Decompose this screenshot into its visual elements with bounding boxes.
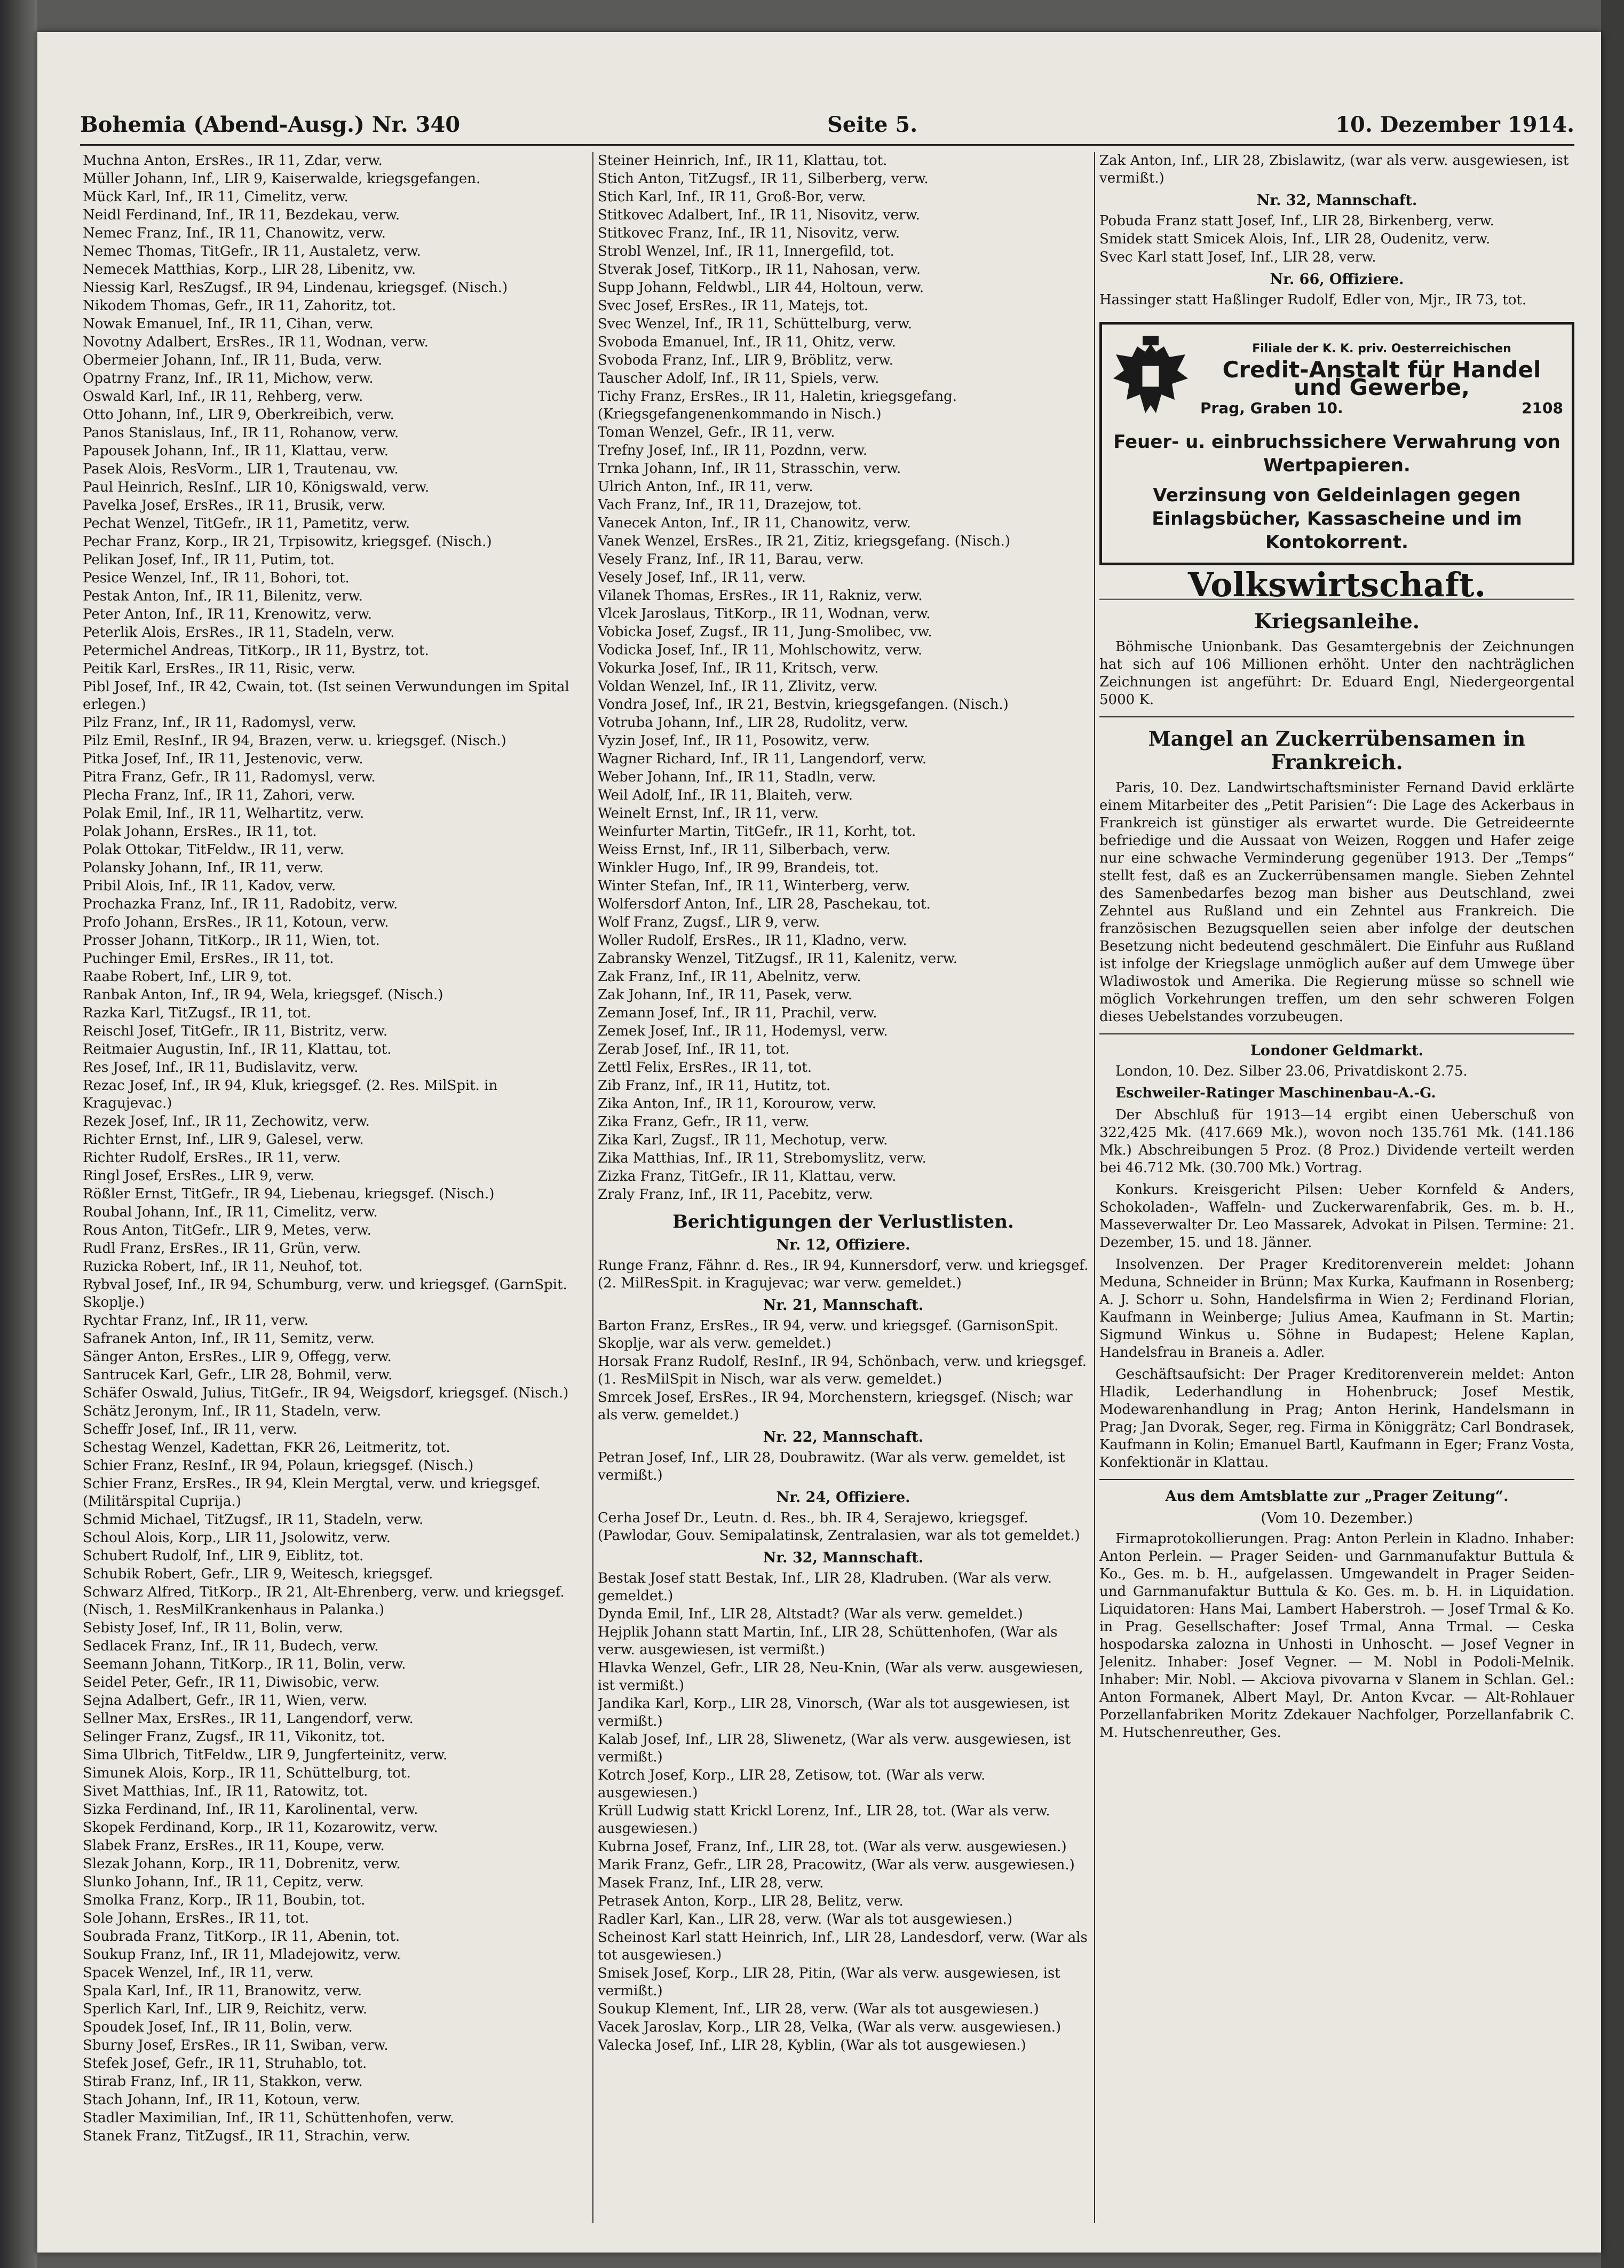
gazette-text: Firmaprotokollierungen. Prag: Anton Perlein in Kladno. Inhaber: Anton Perlein. — Prager Seiden- und Garnmanufaktur Buttula & Ko., Ges. m. b. H., aufgelassen. Umgewandelt in Prager Seiden- und Garnmanufaktur Buttula & Ko. Ges. m. b. H. in Liquidation. Liquidatoren: Hans Mai, Lambert Haberstroh. — Josef Trmal & Ko. in Prag. Gesellschafter: Josef Trmal, Anna Trmal. — Ceska hospodarska zalozna in Unhosti in Unhoscht. — Josef Vegner in Jelenitz. Inhaber: Josef Vegner. — M. Nobl in Podoli-Melnik. Inhaber: Mir. Nobl. — Akciova pivovarna v Slanem in Schlan. Gel.: Anton Formanek, Albert Mayl, Dr. Anton Kvcar. — Alt-Rohlauer Porzellanfabriken Moritz Zdekauer Nachfolger, Porzellanfabrik C. M. Hutschenreuther, Ges.: [1099, 1531, 1574, 1741]
list-item: Svoboda Franz, Inf., LIR 9, Bröblitz, verw.: [598, 352, 893, 368]
nr32-list: [1099, 212, 1574, 266]
list-item: Vesely Franz, Inf., IR 11, Barau, verw.: [598, 551, 864, 567]
list-item: Toman Wenzel, Gefr., IR 11, verw.: [598, 424, 835, 440]
list-item: Prosser Johann, TitKorp., IR 11, Wien, tot.: [83, 933, 380, 949]
list-item: Smrcek Josef, ErsRes., IR 94, Morchenstern, kriegsgef. (Nisch; war als verw. gemeldet.): [598, 1389, 1073, 1423]
list-item: Peter Anton, Inf., IR 11, Krenowitz, verw.: [83, 606, 373, 622]
list-item: Razka Karl, TitZugsf., IR 11, tot.: [83, 1005, 312, 1021]
list-item: Schmid Michael, TitZugsf., IR 11, Stadeln, verw.: [83, 1512, 424, 1528]
list-item: Stitkovec Franz, Inf., IR 11, Nisovitz, verw.: [598, 225, 900, 241]
list-item: Sejna Adalbert, Gefr., IR 11, Wien, verw.: [83, 1693, 368, 1709]
ad-body-1: Feuer- u. einbruchssichere Verwahrung von Wertpapieren.: [1113, 431, 1560, 476]
ad-line-1: Filiale der K. K. priv. Oesterreichischen: [1252, 342, 1511, 355]
list-item: Weinelt Ernst, Inf., IR 11, verw.: [598, 805, 819, 821]
list-item: Pechar Franz, Korp., IR 21, Trpisowitz, kriegsgef. (Nisch.): [83, 534, 492, 550]
eschweiler-heading: Eschweiler-Ratinger Maschinenbau-A.-G.: [1115, 1085, 1436, 1101]
list-item: Marik Franz, Gefr., LIR 28, Pracowitz, (War als verw. ausgewiesen.): [598, 1857, 1075, 1873]
ad-bank-name: Credit-Anstalt für Handel und Gewerbe,: [1222, 357, 1541, 400]
list-item: Stadler Maximilian, Inf., IR 11, Schüttenhofen, verw.: [83, 2110, 455, 2126]
list-item: Hassinger statt Haßlinger Rudolf, Edler von, Mjr., IR 73, tot.: [1099, 292, 1527, 308]
list-item: Weiss Ernst, Inf., IR 11, Silberbach, verw.: [598, 842, 891, 858]
list-item: Polak Ottokar, TitFeldw., IR 11, verw.: [83, 842, 344, 858]
list-item: Slezak Johann, Korp., IR 11, Dobrenitz, verw.: [83, 1856, 401, 1872]
list-item: Papousek Johann, Inf., IR 11, Klattau, verw.: [83, 443, 389, 459]
sugar-heading: Mangel an Zuckerrübensamen in Frankreich.: [1148, 726, 1526, 774]
list-item: Rychtar Franz, Inf., IR 11, verw.: [83, 1313, 308, 1329]
page-number: Seite 5.: [827, 112, 918, 137]
list-item: Nemec Thomas, TitGefr., IR 11, Austaletz, verw.: [83, 243, 421, 259]
list-item: Raabe Robert, Inf., LIR 9, tot.: [83, 969, 292, 985]
list-item: Sänger Anton, ErsRes., LIR 9, Offegg, verw.: [83, 1349, 392, 1365]
list-item: Vach Franz, Inf., IR 11, Drazejow, tot.: [598, 497, 862, 513]
list-item: Spala Karl, Inf., IR 11, Branowitz, verw.: [83, 1983, 362, 1999]
list-item: Panos Stanislaus, Inf., IR 11, Rohanow, verw.: [83, 425, 399, 441]
list-item: Niessig Karl, ResZugsf., IR 94, Lindenau, kriegsgef. (Nisch.): [83, 280, 508, 296]
list-item: Voldan Wenzel, Inf., IR 11, Zlivitz, verw.: [598, 678, 878, 694]
ad-body-2: Verzinsung von Geldeinlagen gegen Einlagsbücher, Kassascheine und im Kontokorrent.: [1152, 485, 1522, 553]
list-item: Vilanek Thomas, ErsRes., IR 11, Rakniz, verw.: [598, 588, 923, 604]
list-item: Ruzicka Robert, Inf., IR 11, Neuhof, tot.: [83, 1259, 363, 1275]
list-item: Rößler Ernst, TitGefr., IR 94, Liebenau, kriegsgef. (Nisch.): [83, 1186, 495, 1202]
list-item: Trefny Josef, Inf., IR 11, Pozdnn, verw.: [598, 442, 868, 459]
list-item: Tichy Franz, ErsRes., IR 11, Haletin, kriegsgefang. (Kriegsgefangenenkommando in Nisch.): [598, 389, 957, 422]
list-item: Pilz Franz, Inf., IR 11, Radomysl, verw.: [83, 715, 357, 731]
gazette-date: (Vom 10. Dezember.): [1261, 1510, 1413, 1527]
list-item: Pestak Anton, Inf., IR 11, Bilenitz, verw.: [83, 588, 363, 604]
list-item: Slabek Franz, ErsRes., IR 11, Koupe, verw.: [83, 1838, 385, 1854]
list-item: Zemek Josef, Inf., IR 11, Hodemysl, verw.: [598, 1023, 888, 1039]
list-item: Paul Heinrich, ResInf., LIR 10, Königswald, verw.: [83, 479, 430, 495]
list-item: Strobl Wenzel, Inf., IR 11, Innergefild, tot.: [598, 243, 894, 259]
list-item: Polak Emil, Inf., IR 11, Welhartitz, verw.: [83, 805, 365, 821]
list-item: Plecha Franz, Inf., IR 11, Zahori, verw.: [83, 787, 355, 803]
list-item: Valecka Josef, Inf., LIR 28, Kyblin, (War als tot ausgewiesen.): [598, 2037, 1026, 2053]
list-item: Vacek Jaroslav, Korp., LIR 28, Velka, (War als verw. ausgewiesen.): [598, 2019, 1061, 2035]
list-item: Sperlich Karl, Inf., LIR 9, Reichitz, verw.: [83, 2001, 368, 2017]
list-item: Safranek Anton, Inf., IR 11, Semitz, verw.: [83, 1331, 375, 1347]
list-item: Smolka Franz, Korp., IR 11, Boubin, tot.: [83, 1892, 366, 1908]
list-item: Stach Johann, Inf., IR 11, Kotoun, verw.: [83, 2092, 361, 2108]
economy-title: Volkswirtschaft.: [1099, 576, 1574, 600]
list-item: Vesely Josef, Inf., IR 11, verw.: [598, 570, 806, 586]
list-item: Schubik Robert, Gefr., LIR 9, Weitesch, kriegsgef.: [83, 1566, 433, 1582]
list-item: Svec Josef, ErsRes., IR 11, Matejs, tot.: [598, 298, 869, 314]
list-item: Profo Johann, ErsRes., IR 11, Kotoun, verw.: [83, 914, 389, 930]
list-item: Ringl Josef, ErsRes., LIR 9, verw.: [83, 1168, 315, 1184]
list-item: Masek Franz, Inf., LIR 28, verw.: [598, 1875, 824, 1891]
list-item: Schätz Jeronym, Inf., IR 11, Stadeln, verw.: [83, 1403, 382, 1419]
column-rule: [1094, 152, 1095, 2223]
nr32-heading: Nr. 32, Mannschaft.: [1256, 192, 1417, 209]
list-item: Ulrich Anton, Inf., IR 11, verw.: [598, 479, 813, 495]
list-item: Neidl Ferdinand, Inf., IR 11, Bezdekau, verw.: [83, 207, 400, 223]
divider: [1099, 716, 1574, 717]
list-item: Seemann Johann, TitKorp., IR 11, Bolin, verw.: [83, 1656, 406, 1672]
scan-right-edge: [1601, 0, 1624, 2268]
list-item: Stitkovec Adalbert, Inf., IR 11, Nisovitz, verw.: [598, 207, 920, 223]
corrections-section-heading: Nr. 32, Mannschaft.: [763, 1550, 924, 1566]
casualty-column-2: [598, 152, 1089, 2234]
supervision-text: Geschäftsaufsicht: Der Prager Kreditorenverein meldet: Anton Hladik, Lederhandlung in Hohenbruck; Josef Mestik, Modewarenhandlung in Prag; Anton Herink, Handelsmann in Prag; Jan Dvorak, Seger, reg. Firma in Königgrätz; Carl Bondrasek, Kaufmann in Kolin; Emanuel Bartl, Kaufmann in Eger; Franz Vosta, Konfektionär in Klattau.: [1099, 1366, 1574, 1471]
list-item: Stirab Franz, Inf., IR 11, Stakkon, verw.: [83, 2074, 363, 2090]
list-item: Rybval Josef, Inf., IR 94, Schumburg, verw. und kriegsgef. (GarnSpit. Skoplje.): [83, 1277, 567, 1310]
double-eagle-icon: [1111, 333, 1191, 424]
list-item: Vyzin Josef, Inf., IR 11, Posowitz, verw.: [598, 733, 870, 749]
divider: [1099, 1479, 1574, 1480]
list-item: Schier Franz, ResInf., IR 94, Polaun, kriegsgef. (Nisch.): [83, 1458, 474, 1474]
list-item: Seidel Peter, Gefr., IR 11, Diwisobic, verw.: [83, 1674, 380, 1690]
list-item: Pitra Franz, Gefr., IR 11, Radomysl, verw.: [83, 769, 376, 785]
list-item: Weber Johann, Inf., IR 11, Stadln, verw.: [598, 769, 876, 785]
casualty-column-1: [83, 152, 587, 2234]
list-item: Müller Johann, Inf., LIR 9, Kaiserwalde, kriegsgefangen.: [83, 171, 481, 187]
list-item: Sivet Matthias, Inf., IR 11, Ratowitz, tot.: [83, 1783, 368, 1799]
list-item: Barton Franz, ErsRes., IR 94, verw. und kriegsgef. (GarnisonSpit. Skoplje, war als verw. gemeldet.): [598, 1318, 1059, 1352]
list-item: Sima Ulbrich, TitFeldw., LIR 9, Jungferteinitz, verw.: [83, 1747, 448, 1763]
list-item: Wagner Richard, Inf., IR 11, Langendorf, verw.: [598, 751, 927, 767]
list-item: Richter Ernst, Inf., LIR 9, Galesel, verw.: [83, 1132, 364, 1148]
list-item: Slunko Johann, Inf., IR 11, Cepitz, verw.: [83, 1874, 364, 1890]
list-item: Petran Josef, Inf., LIR 28, Doubrawitz. (War als verw. gemeldet, ist vermißt.): [598, 1450, 1065, 1483]
list-item: Stanek Franz, TitZugsf., IR 11, Strachin, verw.: [83, 2128, 410, 2144]
list-item: Nowak Emanuel, Inf., IR 11, Cihan, verw.: [83, 316, 374, 332]
list-item: Vodicka Josef, Inf., IR 11, Mohlschowitz, verw.: [598, 642, 923, 658]
list-item: Prochazka Franz, Inf., IR 11, Radobitz, verw.: [83, 896, 398, 912]
list-item: Oswald Karl, Inf., IR 11, Rehberg, verw.: [83, 389, 363, 405]
list-item: Hlavka Wenzel, Gefr., LIR 28, Neu-Knin, (War als verw. ausgewiesen, ist vermißt.): [598, 1660, 1083, 1694]
list-item: Pibl Josef, Inf., IR 42, Cwain, tot. (Ist seinen Verwundungen im Spital erlegen.): [83, 679, 569, 713]
list-item: Zettl Felix, ErsRes., IR 11, tot.: [598, 1060, 812, 1076]
list-item: Trnka Johann, Inf., IR 11, Strasschin, verw.: [598, 461, 901, 477]
list-item: Petrasek Anton, Korp., LIR 28, Belitz, verw.: [598, 1893, 904, 1909]
list-item: Winter Stefan, Inf., IR 11, Winterberg, verw.: [598, 878, 910, 894]
list-item: Pechat Wenzel, TitGefr., IR 11, Pametitz, verw.: [83, 516, 410, 532]
konkurs-text: Konkurs. Kreisgericht Pilsen: Ueber Kornfeld & Anders, Schokoladen-, Waffeln- und Zuckerwarenfabrik, Ges. m. b. H., Masseverwalter Dr. Leo Massarek, Advokat in Pilsen. Termine: 21. Dezember, 15. und 18. Jänner.: [1099, 1182, 1574, 1251]
list-item: Obermeier Johann, Inf., IR 11, Buda, verw.: [83, 352, 383, 368]
list-item: Schubert Rudolf, Inf., LIR 9, Eiblitz, tot.: [83, 1548, 364, 1564]
list-item: Zak Franz, Inf., IR 11, Abelnitz, verw.: [598, 969, 861, 985]
list-item: Soukup Franz, Inf., IR 11, Mladejowitz, verw.: [83, 1947, 401, 1963]
list-item: Runge Franz, Fähnr. d. Res., IR 94, Kunnersdorf, verw. und kriegsgef. (2. MilResSpit. in Kragujevac; war verw. gemeldet.): [598, 1258, 1089, 1291]
list-item: Novotny Adalbert, ErsRes., IR 11, Wodnan, verw.: [83, 334, 429, 350]
list-item: Stich Karl, Inf., IR 11, Groß-Bor, verw.: [598, 189, 866, 205]
list-item: Otto Johann, Inf., LIR 9, Oberkreibich, verw.: [83, 407, 394, 423]
list-item: Svec Wenzel, Inf., IR 11, Schüttelburg, verw.: [598, 316, 912, 332]
list-item: Kalab Josef, Inf., LIR 28, Sliwenetz, (War als verw. ausgewiesen, ist vermißt.): [598, 1732, 1071, 1765]
corrections-section-heading: Nr. 21, Mannschaft.: [763, 1297, 924, 1314]
list-item: Zemann Josef, Inf., IR 11, Prachil, verw.: [598, 1005, 877, 1021]
corrections-section-heading: Nr. 12, Offiziere.: [776, 1237, 910, 1253]
list-item: Ranbak Anton, Inf., IR 94, Wela, kriegsgef. (Nisch.): [83, 987, 443, 1003]
list-item: Nemecek Matthias, Korp., LIR 28, Libenitz, vw.: [83, 262, 416, 278]
list-item: Horsak Franz Rudolf, ResInf., IR 94, Schönbach, verw. und kriegsgef. (1. ResMilSpit in Nisch, war als verw. gemeldet.): [598, 1354, 1087, 1387]
list-item: Tauscher Adolf, Inf., IR 11, Spiels, verw.: [598, 370, 880, 386]
column-rule: [592, 152, 593, 2223]
list-item: Mück Karl, Inf., IR 11, Cimelitz, verw.: [83, 189, 348, 205]
list-item: Stich Anton, TitZugsf., IR 11, Silberberg, verw.: [598, 171, 929, 187]
list-item: Schoul Alois, Korp., LIR 11, Jsolowitz, verw.: [83, 1530, 391, 1546]
list-item: Sburny Josef, ErsRes., IR 11, Swiban, verw.: [83, 2037, 389, 2053]
list-item: Zika Matthias, Inf., IR 11, Strebomyslitz, verw.: [598, 1150, 926, 1166]
list-item: Svec Karl statt Josef, Inf., LIR 28, verw.: [1099, 249, 1376, 265]
list-item: Scheffr Josef, Inf., IR 11, verw.: [83, 1421, 297, 1437]
ad-number: 2108: [1522, 399, 1563, 417]
ad-address-row: [1200, 399, 1563, 417]
war-loan-text: Böhmische Unionbank. Das Gesamtergebnis der Zeichnungen hat sich auf 106 Millionen erhöht. Unter den nachträglichen Zeichnungen ist angeführt: Dr. Eduard Engl, Niedergeorgental 5000 K.: [1099, 639, 1574, 708]
list-item: Scheinost Karl statt Heinrich, Inf., LIR 28, Landesdorf, verw. (War als tot ausgewiesen.): [598, 1930, 1088, 1963]
list-item: Schwarz Alfred, TitKorp., IR 21, Alt-Ehrenberg, verw. und kriegsgef. (Nisch, 1. ResMilKrankenhaus in Palanka.): [83, 1584, 565, 1618]
list-item: Rezek Josef, Inf., IR 11, Zechowitz, verw.: [83, 1113, 370, 1129]
list-item: Roubal Johann, Inf., IR 11, Cimelitz, verw.: [83, 1204, 378, 1220]
nr66-heading: Nr. 66, Offiziere.: [1270, 271, 1404, 288]
corrections-continued: [1099, 152, 1574, 187]
list-item: Simunek Alois, Korp., IR 11, Schüttelburg, tot.: [83, 1765, 411, 1781]
list-item: Schestag Wenzel, Kadettan, FKR 26, Leitmeritz, tot.: [83, 1440, 450, 1456]
corrections-section-heading: Nr. 22, Mannschaft.: [763, 1429, 924, 1445]
nr66-list: [1099, 291, 1574, 309]
list-item: Spacek Wenzel, Inf., IR 11, verw.: [83, 1965, 314, 1981]
list-item: Steiner Heinrich, Inf., IR 11, Klattau, tot.: [598, 153, 888, 169]
masthead-issue: Bohemia (Abend-Ausg.) Nr. 340: [80, 112, 461, 137]
divider: [1099, 1033, 1574, 1034]
list-item: Nemec Franz, Inf., IR 11, Chanowitz, verw.: [83, 225, 386, 241]
list-item: Pelikan Josef, Inf., IR 11, Putim, tot.: [83, 552, 335, 568]
list-item: Res Josef, Inf., IR 11, Budislavitz, verw.: [83, 1060, 359, 1076]
list-item: Hejplik Johann statt Martin, Inf., LIR 28, Schüttenhofen, (War als verw. ausgewiesen, ist vermißt.): [598, 1624, 1058, 1658]
list-item: Smisek Josef, Korp., LIR 28, Pitin, (War als verw. ausgewiesen, ist vermißt.): [598, 1965, 1060, 1999]
sugar-text: Paris, 10. Dez. Landwirtschaftsminister Fernand David erklärte einem Mitarbeiter des „Petit Parisien“: Die Lage des Ackerbaus in Frankreich ist günstiger als erwartet wurde. Die Getreideernte befriedige und die Aussaat von Weizen, Roggen und Hafer zeige nur eine schwache Verminderung gegenüber 1913. Der „Temps“ stellt fest, daß es an Zuckerrübensamen mangle. Sieben Zehntel des Samenbedarfes bezog man bisher aus Deutschland, zwei Zehntel aus Rußland und ein Zehntel aus Frankreich. Die französischen Bezugsquellen seien aber infolge der deutschen Besetzung nicht bedeutend geschmälert. Die Einfuhr aus Rußland ist infolge der Kriegslage unmöglich außer auf dem Umwege über Wladiwostok und Amerika. Die Regierung müsse so schnell wie möglich Vorkehrungen treffen, um den sehr schweren Folgen dieses Uebelstandes vorzubeugen.: [1099, 780, 1574, 1025]
list-item: Vanek Wenzel, ErsRes., IR 21, Zitiz, kriegsgefang. (Nisch.): [598, 533, 1010, 549]
list-item: Dynda Emil, Inf., LIR 28, Altstadt? (War als verw. gemeldet.): [598, 1606, 1023, 1622]
list-item: Peitik Karl, ErsRes., IR 11, Risic, verw.: [83, 661, 356, 677]
war-loan-heading: Kriegsanleihe.: [1254, 609, 1420, 633]
list-item: Schäfer Oswald, Julius, TitGefr., IR 94, Weigsdorf, kriegsgef. (Nisch.): [83, 1385, 569, 1401]
list-item: Zraly Franz, Inf., IR 11, Pacebitz, verw.: [598, 1187, 873, 1203]
list-item: Muchna Anton, ErsRes., IR 11, Zdar, verw.: [83, 153, 383, 169]
list-item: Soubrada Franz, TitKorp., IR 11, Abenin, tot.: [83, 1929, 400, 1945]
list-item: Supp Johann, Feldwbl., LIR 44, Holtoun, verw.: [598, 280, 924, 296]
list-item: Sole Johann, ErsRes., IR 11, tot.: [83, 1910, 310, 1926]
corrections-title: Berichtigungen der Verlustlisten.: [672, 1211, 1014, 1232]
list-item: Rudl Franz, ErsRes., IR 11, Grün, verw.: [83, 1240, 361, 1257]
list-item: Pilz Emil, ResInf., IR 94, Brazen, verw. u. kriegsgef. (Nisch.): [83, 733, 506, 749]
list-item: Polak Johann, ErsRes., IR 11, tot.: [83, 824, 317, 840]
list-item: Pavelka Josef, ErsRes., IR 11, Brusik, verw.: [83, 497, 386, 513]
list-item: Bestak Josef statt Bestak, Inf., LIR 28, Kladruben. (War als verw. gemeldet.): [598, 1570, 1052, 1604]
list-item: Zika Karl, Zugsf., IR 11, Mechotup, verw.: [598, 1132, 888, 1148]
list-item: Peterlik Alois, ErsRes., IR 11, Stadeln, verw.: [83, 625, 395, 641]
bank-advertisement: [1099, 322, 1574, 565]
list-item: Nikodem Thomas, Gefr., IR 11, Zahoritz, tot.: [83, 298, 397, 314]
list-item: Svoboda Emanuel, Inf., IR 11, Ohitz, verw.: [598, 334, 896, 350]
list-item: Spoudek Josef, Inf., IR 11, Bolin, verw.: [83, 2019, 353, 2035]
list-item: Vanecek Anton, Inf., IR 11, Chanowitz, verw.: [598, 515, 911, 531]
list-item: Sebisty Josef, Inf., IR 11, Bolin, verw.: [83, 1620, 343, 1636]
issue-date: 10. Dezember 1914.: [1335, 112, 1574, 137]
list-item: Vobicka Josef, Zugsf., IR 11, Jung-Smolibec, vw.: [598, 624, 932, 640]
list-item: Kubrna Josef, Franz, Inf., LIR 28, tot. (War als verw. ausgewiesen.): [598, 1839, 1067, 1855]
list-item: Vlcek Jaroslaus, TitKorp., IR 11, Wodnan, verw.: [598, 606, 931, 622]
list-item: Sizka Ferdinand, Inf., IR 11, Karolinental, verw.: [83, 1801, 418, 1817]
list-item: Schier Franz, ErsRes., IR 94, Klein Mergtal, verw. und kriegsgef. (Militärspital Cuprija.): [83, 1476, 541, 1510]
list-item: Skopek Ferdinand, Korp., IR 11, Kozarowitz, verw.: [83, 1820, 438, 1836]
list-item: Krüll Ludwig statt Krickl Lorenz, Inf., LIR 28, tot. (War als verw. ausgewiesen.): [598, 1803, 1050, 1837]
list-item: Reitmaier Augustin, Inf., IR 11, Klattau, tot.: [83, 1041, 392, 1057]
list-item: Jandika Karl, Korp., LIR 28, Vinorsch, (War als tot ausgewiesen, ist vermißt.): [598, 1696, 1070, 1729]
london-text: London, 10. Dez. Silber 23.06, Privatdiskont 2.75.: [1115, 1063, 1468, 1079]
list-item: Votruba Johann, Inf., LIR 28, Rudolitz, verw.: [598, 715, 908, 731]
list-item: Petermichel Andreas, TitKorp., IR 11, Bystrz, tot.: [83, 643, 429, 659]
list-item: Richter Rudolf, ErsRes., IR 11, verw.: [83, 1150, 341, 1166]
list-item: Smidek statt Smicek Alois, Inf., LIR 28, Oudenitz, verw.: [1099, 231, 1491, 247]
london-heading: Londoner Geldmarkt.: [1250, 1042, 1424, 1059]
list-item: Woller Rudolf, ErsRes., IR 11, Kladno, verw.: [598, 933, 907, 949]
list-item: Vondra Josef, Inf., IR 21, Bestvin, kriegsgefangen. (Nisch.): [598, 697, 1009, 713]
list-item: Zib Franz, Inf., IR 11, Hutitz, tot.: [598, 1078, 831, 1094]
list-item: Wolf Franz, Zugsf., LIR 9, verw.: [598, 914, 820, 930]
list-item: Wolfersdorf Anton, Inf., LIR 28, Paschekau, tot.: [598, 896, 931, 912]
scan-left-edge: [0, 0, 37, 2268]
eschweiler-text: Der Abschluß für 1913—14 ergibt einen Ueberschuß von 322,425 Mk. (417.669 Mk.), wovon noch 135.761 Mk. (141.186 Mk.) Abschreibungen 5 Proz. (8 Proz.) Dividende verteilt werden bei 46.712 Mk. (30.700 Mk.) Vortrag.: [1099, 1107, 1574, 1176]
corrections-list: [598, 1236, 1089, 2054]
list-item: Opatrny Franz, Inf., IR 11, Michow, verw.: [83, 370, 374, 386]
list-item: Stverak Josef, TitKorp., IR 11, Nahosan, verw.: [598, 262, 921, 278]
casualty-list: [598, 152, 1089, 1204]
list-item: Sellner Max, ErsRes., IR 11, Langendorf, verw.: [83, 1711, 414, 1727]
list-item: Zak Johann, Inf., IR 11, Pasek, verw.: [598, 987, 852, 1003]
gazette-heading: Aus dem Amtsblatte zur „Prager Zeitung“.: [1165, 1488, 1509, 1505]
list-item: Weil Adolf, Inf., IR 11, Blaiteh, verw.: [598, 787, 853, 803]
list-item: Sedlacek Franz, Inf., IR 11, Budech, verw.: [83, 1638, 379, 1654]
list-item: Pobuda Franz statt Josef, Inf., LIR 28, Birkenberg, verw.: [1099, 213, 1494, 229]
running-head: [80, 107, 1574, 146]
corrections-section-heading: Nr. 24, Offiziere.: [776, 1489, 910, 1506]
list-item: Zika Franz, Gefr., IR 11, verw.: [598, 1114, 810, 1130]
list-item: Pribil Alois, Inf., IR 11, Kadov, verw.: [83, 878, 336, 894]
newspaper-page: [37, 32, 1601, 2253]
list-item: Pitka Josef, Inf., IR 11, Jestenovic, verw.: [83, 751, 363, 767]
column-3: [1099, 152, 1574, 2234]
list-item: Polansky Johann, Inf., IR 11, verw.: [83, 860, 324, 876]
list-item: Santrucek Karl, Gefr., LIR 28, Bohmil, verw.: [83, 1367, 393, 1383]
list-item: Soukup Klement, Inf., LIR 28, verw. (War als tot ausgewiesen.): [598, 2001, 1039, 2017]
list-item: Zizka Franz, TitGefr., IR 11, Klattau, verw.: [598, 1168, 897, 1184]
list-item: Reischl Josef, TitGefr., IR 11, Bistritz, verw.: [83, 1023, 388, 1039]
insolvency-text: Insolvenzen. Der Prager Kreditorenverein meldet: Johann Meduna, Schneider in Brünn; Max Kurka, Kaufmann in Rosenberg; A. J. Schorr u. Sohn, Handelsfirma in Wien 2; Ferdinand Florian, Kaufmann in Weinberge; Julius Amea, Kaufmann in St. Martin; Sigmund Winkus u. Söhne in Budapest; Helene Kaplan, Handelsfrau in Braneis a. Adler.: [1099, 1257, 1574, 1361]
list-item: Weinfurter Martin, TitGefr., IR 11, Korht, tot.: [598, 824, 916, 840]
list-item: Zabransky Wenzel, TitZugsf., IR 11, Kalenitz, verw.: [598, 951, 958, 967]
list-item: Zak Anton, Inf., LIR 28, Zbislawitz, (war als verw. ausgewiesen, ist vermißt.): [1099, 153, 1569, 186]
list-item: Cerha Josef Dr., Leutn. d. Res., bh. IR 4, Serajewo, kriegsgef. (Pawlodar, Gouv. Semipalatinsk, Zentralasien, war als tot gemeldet.): [598, 1510, 1080, 1544]
list-item: Zika Anton, Inf., IR 11, Korourow, verw.: [598, 1096, 876, 1112]
list-item: Vokurka Josef, Inf., IR 11, Kritsch, verw.: [598, 660, 879, 676]
list-item: Kotrch Josef, Korp., LIR 28, Zetisow, tot. (War als verw. ausgewiesen.): [598, 1767, 986, 1801]
list-item: Stefek Josef, Gefr., IR 11, Struhablo, tot.: [83, 2056, 367, 2072]
ad-address: Prag, Graben 10.: [1200, 399, 1343, 417]
list-item: Zerab Josef, Inf., IR 11, tot.: [598, 1041, 790, 1057]
list-item: Radler Karl, Kan., LIR 28, verw. (War als tot ausgewiesen.): [598, 1911, 1013, 1927]
list-item: Winkler Hugo, Inf., IR 99, Brandeis, tot.: [598, 860, 879, 876]
list-item: Pesice Wenzel, Inf., IR 11, Bohori, tot.: [83, 570, 350, 586]
list-item: Rezac Josef, Inf., IR 94, Kluk, kriegsgef. (2. Res. MilSpit. in Kragujevac.): [83, 1078, 498, 1111]
list-item: Rous Anton, TitGefr., LIR 9, Metes, verw.: [83, 1222, 371, 1238]
list-item: Pasek Alois, ResVorm., LIR 1, Trautenau, vw.: [83, 461, 399, 477]
list-item: Selinger Franz, Zugsf., IR 11, Vikonitz, tot.: [83, 1729, 385, 1745]
list-item: Puchinger Emil, ErsRes., IR 11, tot.: [83, 951, 334, 967]
